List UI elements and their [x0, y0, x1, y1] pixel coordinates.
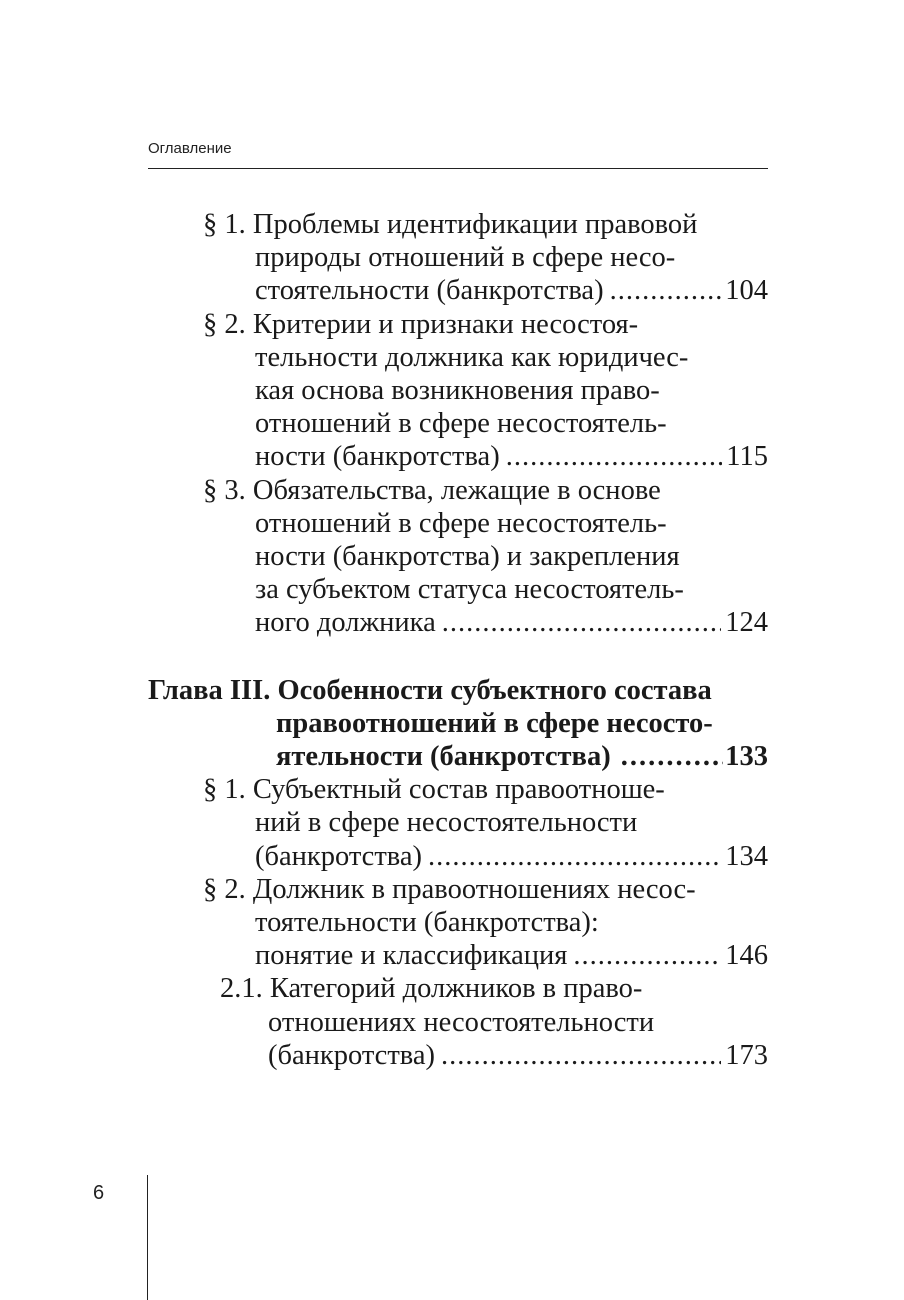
entry-line: тоятельности (банкротства):	[255, 907, 599, 939]
toc-entry-section-2[interactable]	[203, 308, 768, 474]
entry-line: стоятельности (банкротства)	[255, 275, 604, 307]
entry-line: отношений в сфере несостоятель-	[255, 408, 667, 440]
entry-line: § 1. Проблемы идентификации правовой	[203, 209, 698, 240]
entry-line: отношениях несостоятельности	[268, 1006, 655, 1038]
entry-leader-line	[148, 740, 768, 773]
entry-leader-line	[203, 840, 768, 873]
margin-rule	[147, 1175, 148, 1300]
entry-line: отношений в сфере несостоятель-	[255, 507, 667, 539]
entry-line: кая основа возникновения право-	[255, 375, 660, 407]
dot-leader	[506, 440, 723, 473]
page-ref: 173	[725, 1039, 768, 1071]
chapter-title-line: правоотношений в сфере несосто-	[276, 707, 713, 739]
entry-line: 2.1. Категорий должников в право-	[220, 973, 643, 1005]
entry-line: ного должника	[255, 607, 436, 639]
entry-line: ний в сфере несостоятельности	[255, 807, 638, 839]
entry-line: тельности должника как юридичес-	[255, 341, 689, 373]
toc-entry-chapter-3[interactable]	[148, 674, 768, 774]
dot-leader	[573, 939, 721, 972]
entry-line: § 3. Обязательства, лежащие в основе	[203, 474, 661, 506]
page-ref: 134	[725, 840, 768, 872]
dot-leader	[428, 840, 721, 873]
page-ref: 124	[725, 607, 768, 639]
entry-leader-line	[203, 274, 768, 307]
dot-leader	[621, 740, 724, 773]
entry-line: понятие и классификация	[255, 940, 568, 972]
running-head: Оглавление	[148, 140, 232, 157]
entry-line: ности (банкротства)	[255, 441, 500, 473]
entry-leader-line	[203, 606, 768, 639]
page-ref: 115	[726, 441, 768, 473]
header-rule	[148, 168, 768, 169]
page-number: 6	[93, 1182, 105, 1204]
toc-entry-ch3-section-1[interactable]	[203, 773, 768, 873]
toc-entry-ch3-section-2[interactable]	[203, 873, 768, 973]
entry-leader-line	[203, 440, 768, 473]
dot-leader	[442, 606, 722, 639]
toc-entry-section-1[interactable]	[203, 208, 768, 308]
page-ref: 146	[725, 940, 768, 972]
entry-line: § 2. Критерии и признаки несостоя-	[203, 308, 639, 340]
toc-entry-ch3-subsection-2-1[interactable]	[220, 972, 768, 1072]
entry-leader-line	[203, 939, 768, 972]
table-of-contents	[148, 208, 768, 1072]
entry-line: за субъектом статуса несостоятель-	[255, 574, 684, 606]
toc-entry-section-3[interactable]	[203, 474, 768, 640]
entry-line: ности (банкротства) и закрепления	[255, 541, 680, 573]
dot-leader	[441, 1039, 721, 1072]
entry-line: § 1. Субъектный состав правоотноше-	[203, 774, 665, 806]
entry-line: природы отношений в сфере несо-	[255, 242, 676, 274]
entry-line: (банкротства)	[268, 1039, 435, 1071]
page-ref: 104	[725, 275, 768, 307]
dot-leader	[610, 274, 722, 307]
page-ref: 133	[725, 741, 768, 773]
chapter-title-line: ятельности (банкротства)	[276, 741, 611, 773]
entry-leader-line	[220, 1039, 768, 1072]
entry-line: § 2. Должник в правоотношениях несос-	[203, 873, 696, 905]
entry-line: (банкротства)	[255, 840, 422, 872]
chapter-title-line: Глава III. Особенности субъектного состава	[148, 674, 712, 706]
